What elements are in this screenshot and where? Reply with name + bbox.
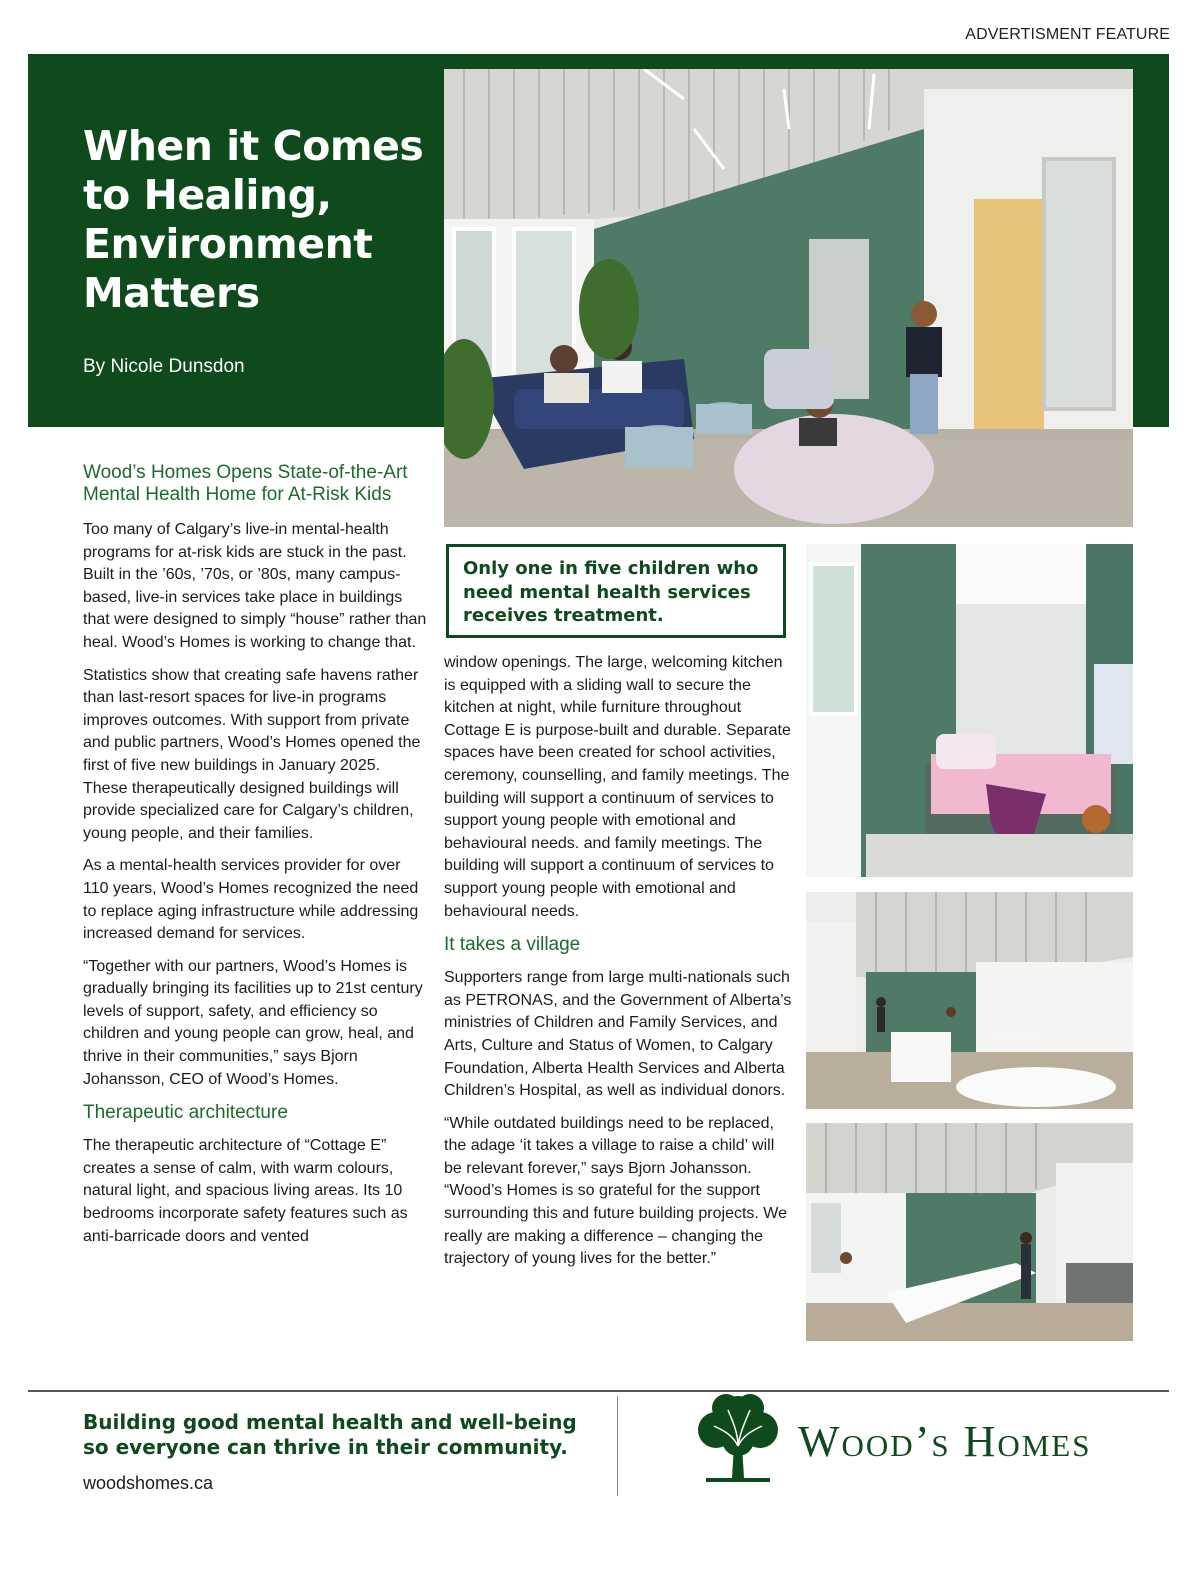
woods-homes-logo-text: Wood’s Homes [798, 1417, 1092, 1466]
tree-logo-icon [692, 1390, 784, 1488]
paragraph: As a mental-health services provider for over 110 years, Wood’s Homes recognized the need to replace aging infrastructure while addressing increased demand for services. [83, 857, 419, 943]
section-heading-it-takes-a-village: It takes a village [444, 934, 581, 956]
footer-tagline: Building good mental health and well-being so everyone can thrive in their community. [83, 1410, 577, 1459]
paragraph: window openings. The large, welcoming kitchen is equipped with a sliding wall to secure the kitchen at night, while furniture throughout Cottage E is purpose-built and durable. Separate spaces have been created for school activities, ceremony, counselling, and family meetings. The building will support a continuum of services to support young people with emotional and behavioural needs. and family meetings. The building will support a continuum of services to support young people with emotional and behavioural needs. [444, 654, 791, 920]
paragraph: “While outdated buildings need to be replaced, the adage ‘it takes a village to raise a child’ will be relevant forever,” says Bjorn Johansson. “Wood’s Homes is so grateful for the support surrounding this and future building projects. We really are making a difference – changing the trajectory of young lives for the better.” [444, 1114, 788, 1268]
article-column-1 [83, 519, 428, 1258]
paragraph: Supporters range from large multi-nationals such as PETRONAS, and the Government of Alberta’s ministries of Children and Family Services, and Arts, Culture and Status of Women, to Calgary Foundation, Alberta Health Services and Alberta Children’s Hospital, as well as individual donors. [444, 969, 792, 1100]
bedroom-photo [806, 544, 1133, 877]
advertisement-label: ADVERTISMENT FEATURE [965, 26, 1170, 43]
section-heading-therapeutic-architecture: Therapeutic architecture [83, 1102, 288, 1124]
article-title: When it Comes to Healing, Environment Matters [83, 122, 424, 317]
footer-divider [28, 1390, 1169, 1392]
byline: By Nicole Dunsdon [83, 356, 245, 377]
paragraph: Statistics show that creating safe havens rather than last-resort spaces for live-in programs improves outcomes. With support from private and public partners, Wood’s Homes opened the first of five new buildings in January 2025. These therapeutically designed buildings will provide specialized care for Calgary’s children, young people, and their families. [83, 666, 421, 842]
dining-photo [806, 892, 1133, 1109]
kitchen-photo [806, 1123, 1133, 1341]
article-column-2 [444, 652, 794, 1281]
lounge-photo [444, 69, 1133, 527]
paragraph: The therapeutic architecture of “Cottage E” creates a sense of calm, with warm colours, natural light, and spacious living areas. Its 10 bedrooms incorporate safety features such as anti-barricade doors and vented [83, 1137, 408, 1245]
article-subhead: Wood’s Homes Opens State-of-the-Art Mental Health Home for At-Risk Kids [83, 462, 408, 505]
pull-quote: Only one in five children who need mental health services receives treatment. [446, 544, 786, 638]
website-link[interactable]: woodshomes.ca [83, 1473, 214, 1493]
paragraph: “Together with our partners, Wood’s Homes is gradually bringing its facilities up to 21st century levels of support, safety, and efficiency so children and young people can grow, heal, and thrive in their communities,” says Bjorn Johansson, CEO of Wood’s Homes. [83, 957, 423, 1088]
paragraph: Too many of Calgary’s live-in mental-health programs for at-risk kids are stuck in the past. Built in the ’60s, ’70s, or ’80s, many campus-based, live-in services take place in buildings that were designed to simply “house” rather than heal. Wood’s Homes is working to change that. [83, 521, 427, 651]
footer-vertical-divider [617, 1396, 618, 1496]
